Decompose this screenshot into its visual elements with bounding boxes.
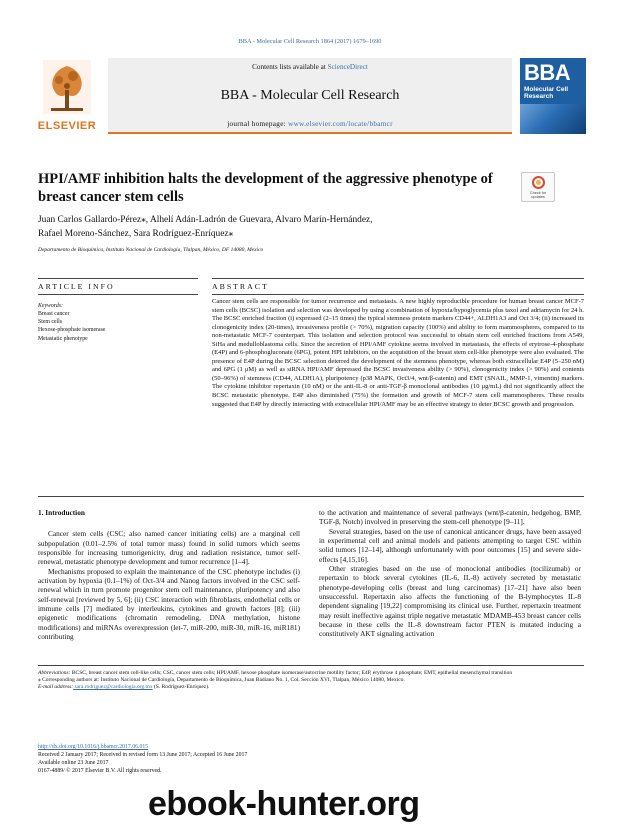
body-paragraph: Other strategies based on the use of monoclonal antibodies (tocilizumab) or repertaxin to block several cytokines (IL-6, IL-8) actively secreted by metastatic phenotype-developing cells (breast and lung carcinomas) [17–21] have also been unsuccessful. Repertaxin also affects the functioning of the B-lymphocytes IL-8 dependent signaling [19,22] compromising its clinical use. Further, repertaxin treatment may result ineffective against triple negative metastatic MDAMB-453 breast cancer cells because in these cells the IL-8 downstream factor PTEN is mutated inducing a constitutively AKT signaling activation: [319, 564, 581, 639]
keywords-label: Keywords:: [38, 303, 63, 309]
homepage-prefix: journal homepage:: [227, 120, 289, 128]
body-left-column: [38, 508, 300, 641]
cover-title: BBA: [524, 60, 571, 85]
cover-subtitle: Molecular Cell Research: [524, 86, 569, 100]
elsevier-tree-icon: [43, 60, 91, 114]
homepage-line: [108, 120, 512, 128]
corresponding-author-footnote: ⁎ Corresponding authors at: Instituto Nacional de Cardiología, Departamento de Bioquímica, Juan Badiano No. 1, Col. Sección XVI, Tlalpan, México 14080, Mexico.: [38, 677, 405, 684]
article-info-bottom-rule: [38, 294, 198, 295]
abbreviations-text: BCSC, breast cancer stem cell-like cells; CSC, cancer stem cells; HPI/AMF, hexose phosphate isomerase/autocrine motility factor; E4P, erythrose 4 phosphate; EMT, epithelial mesenchymal transition: [70, 670, 513, 676]
sciencedirect-link[interactable]: ScienceDirect: [327, 63, 368, 71]
publisher-name: ELSEVIER: [37, 120, 97, 132]
email-footnote: [38, 684, 584, 691]
email-link[interactable]: sara.rodriguez@cardiologia.org.mx: [73, 684, 153, 691]
body-top-rule: [38, 496, 584, 497]
author-line-1: Juan Carlos Gallardo-Pérez⁎, Alhelí Adán-Ladrón de Guevara, Alvaro Marín-Hernández,: [38, 215, 373, 225]
keyword-item: Metastatic phenotype: [38, 335, 88, 342]
affiliation: Departamento de Bioquímica, Instituto Nacional de Cardiología, Tlalpan, México, DF 14080, Mexico: [38, 247, 264, 253]
abstract-heading: ABSTRACT: [212, 282, 269, 291]
running-head: BBA - Molecular Cell Research 1864 (2017) 1679–1690: [238, 38, 382, 45]
footnote-rule: [38, 665, 584, 666]
body-paragraph: Several strategies, based on the use of canonical anticancer drugs, have been assayed in experimental cell and animal models and patients attempting to target CSC within solid tumors [12–14], although unfortunately with poor outcomes [15] and severe side-effects [4,15,16].: [319, 526, 581, 564]
watermark: ebook-hunter.org: [148, 785, 420, 823]
keyword-item: Hexose-phosphate isomerase: [38, 327, 106, 334]
article-title: HPI/AMF inhibition halts the development of the aggressive phenotype of breast cancer stem cells: [38, 171, 493, 205]
check-for-updates-badge[interactable]: [521, 172, 555, 202]
cover-image: [520, 104, 586, 134]
body-paragraph: to the activation and maintenance of several pathways (wnt/β-catenin, hedgehog, BMP, TGF-β, Notch) involved in preserving the stem-cell phenotype [9–11].: [319, 508, 581, 527]
article-info-heading: ARTICLE INFO: [38, 282, 115, 291]
body-right-column: [319, 508, 581, 639]
body-paragraph: Mechanisms proposed to explain the maintenance of the CSC phenotype includes (i) activation by hypoxia (0.1–1%) of Oct-3/4 and Nanog factors involved in the CSC self-renewal which in turn promote progenitor stem cell maintenance, pluripotency and also self-renewal [reviewed by 5, 6]; (ii) CSC interaction with fibroblasts, endothelial cells or immune cells [7] mediated by interleukins, cytokines and growth factors [8]; (iii) epigenetic modifications (chromatin remodeling, DNA methylation, histone modifications) and miRNAs overexpression (let-7, miR-200, miR-30, miR-16, miR181) contributing: [38, 566, 300, 642]
journal-masthead: [34, 58, 586, 134]
check-updates-icon: [532, 176, 545, 189]
check-updates-label: Check for updates: [529, 191, 547, 200]
keyword-item: Stem cells: [38, 319, 62, 326]
body-paragraph: Cancer stem cells (CSC; also named cancer initiating cells) are a marginal cell subpopulation (0.01–2.5% of total tumor mass) found in solid tumors which seems responsible for increasing tumorigenicity, drug and radiation resistance, tumor self-renewal, metastatic phenotype development and tumor recurrence [1–4].: [38, 529, 300, 567]
keyword-list: [38, 310, 105, 343]
article-info-top-rule: [38, 278, 198, 279]
doi-link[interactable]: http://dx.doi.org/10.1016/j.bbamcr.2017.06.015: [38, 744, 149, 750]
abbreviations-label: Abbreviations:: [38, 670, 71, 676]
journal-homepage-link[interactable]: www.elsevier.com/locate/bbamcr: [288, 120, 393, 128]
abstract-top-rule: [212, 278, 584, 279]
abstract-bottom-rule: [212, 294, 584, 295]
contents-prefix: Contents lists available at: [252, 63, 328, 71]
contents-line: [108, 63, 512, 71]
email-suffix: (S. Rodríguez-Enríquez).: [152, 684, 210, 691]
available-online: Available online 23 June 2017: [38, 760, 109, 766]
section-title-introduction: 1. Introduction: [38, 508, 85, 517]
keyword-item: Breast cancer: [38, 311, 70, 317]
email-label: E-mail address:: [38, 684, 74, 691]
author-line-2: Rafael Moreno-Sánchez, Sara Rodríguez-Enríquez⁎: [38, 229, 234, 239]
copyright: 0167-4889/ © 2017 Elsevier B.V. All rights reserved.: [38, 768, 162, 774]
abbreviations-footnote: [38, 670, 584, 677]
abstract-text: Cancer stem cells are responsible for tumor recurrence and metastasis. A new highly reproducible procedure for human breast cancer MCF-7 stem cells (BCSC) isolation and selection was developed by using a combination of hypoxia/hypoglycemia plus taxol and adriamycin for 24 h. The BCSC enriched fraction (i) expressed (2–15 times) the typical stemness protein markers CD44+, ALDH1A3 and Oct 3/4; (ii) increased its clonogenicity index (20-times), invasiveness profile (> 70%), migration capacity (100%) and ability to form mammospheres, compared to its non-metastatic MCF-7 counterpart. This isolation and selection protocol was successful to obtain stem cell enriched fractions from A549, SiHa and medulloblastoma cells. Since the secretion of HPI/AMF cytokine seems involved in metastasis, the effects of erytrose-4-phosphate (E4P) and 6-phosphogluconate (6PG), potent HPI inhibitors, on the acquisition of the breast stem cell-like phenotype were also evaluated. The presence of E4P during the BCSC selection deterred the development of the stemness phenotype, whereas both extracellular E4P (5–250 nM) and 6PG (1 μM) as well as siRNA HPI/AMF depressed the BCSC invasiveness ability (> 90%), clonogenicity index (> 90%) and contents (50–96%) of stemness (CD44, ALDH1A), pluripotency (p38 MAPK, Oct3/4, wnt/β-catenin) and EMT (SNAIL, MMP-1, vimentin) markers. The cytokine inhibitor repertaxin (10 nM) or the anti-IL-8 or anti-TGF-β monoclonal antibodies (10 μg/mL) did not significantly affect the BCSC metastatic phenotype. E4P also diminished (75%) the formation and growth of MCF-7 stem cell mammospheres. These results suggested that E4P by directly interacting with extracellular HPI/AMF may be an effective strategy to deter BCSC growth and progression.: [212, 298, 584, 408]
author-list: [38, 213, 578, 241]
journal-cover[interactable]: [520, 58, 586, 134]
journal-name: BBA - Molecular Cell Research: [220, 88, 400, 103]
received-dates: Received 2 January 2017; Received in revised form 13 June 2017; Accepted 16 June 2017: [38, 752, 248, 758]
elsevier-logo[interactable]: [34, 58, 100, 132]
footnotes: [38, 670, 584, 692]
masthead-banner: [108, 58, 512, 134]
publication-info: [38, 743, 338, 775]
